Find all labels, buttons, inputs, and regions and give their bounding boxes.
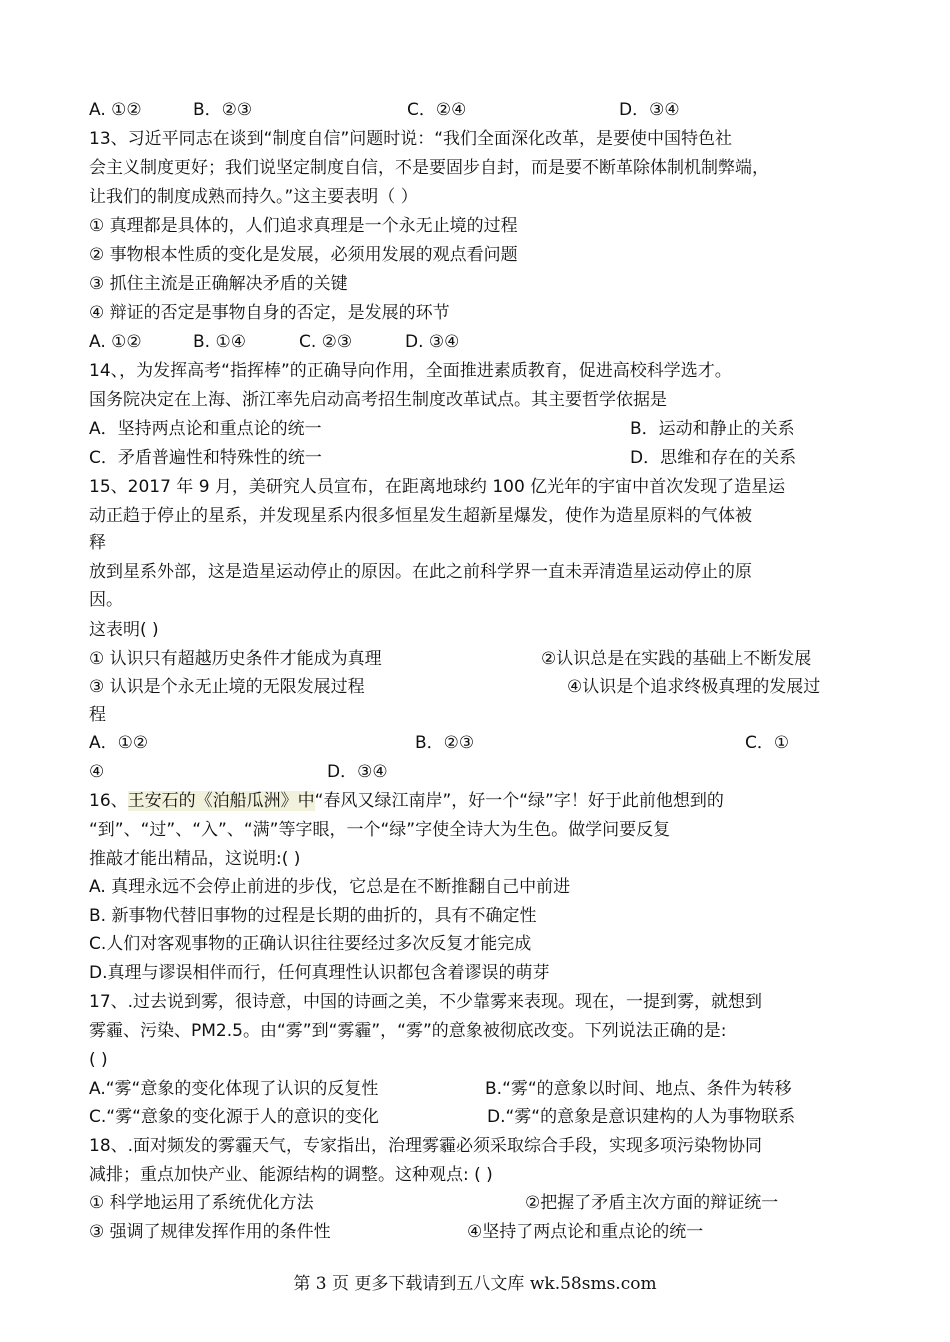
q15-stem-line: 释 [89, 533, 106, 553]
q15-option-d: D．③④ [327, 762, 388, 782]
q16-stem-rest: “春风又绿江南岸”，好一个“绿”字！好于此前他想到的 [314, 791, 724, 811]
q17-stem-line: ( ) [89, 1050, 108, 1070]
q17-option-c: C.“雾“意象的变化源于人的意识的变化 [89, 1107, 379, 1127]
q18-item-3: ③ 强调了规律发挥作用的条件性 [89, 1222, 331, 1242]
q15-stem-line: 15、2017 年 9 月，美研究人员宣布，在距离地球约 100 亿光年的宇宙中首次发现了造星运 [89, 477, 786, 497]
q17-option-a: A.“雾“意象的变化体现了认识的反复性 [89, 1079, 379, 1099]
q12-option-d: D．③④ [619, 100, 680, 120]
q16-option-c: C.人们对客观事物的正确认识往往要经过多次反复才能完成 [89, 934, 532, 954]
q18-item-4: ④坚持了两点论和重点论的统一 [467, 1222, 704, 1242]
q15-stem-line: 因。 [89, 590, 123, 610]
q15-option-c: C．① [745, 733, 790, 753]
q15-item-2: ②认识总是在实践的基础上不断发展 [541, 649, 812, 669]
q18-stem-line: 减排；重点加快产业、能源结构的调整。这种观点: ( ) [89, 1165, 493, 1185]
q14-option-d: D．思维和存在的关系 [630, 448, 797, 468]
q18-item-2: ②把握了矛盾主次方面的辩证统一 [525, 1193, 779, 1213]
q16-option-b: B. 新事物代替旧事物的过程是长期的曲折的，具有不确定性 [89, 906, 537, 926]
q13-option-d: D. ③④ [405, 332, 460, 352]
q15-item-1: ① 认识只有超越历史条件才能成为真理 [89, 649, 382, 669]
q18-item-1: ① 科学地运用了系统优化方法 [89, 1193, 314, 1213]
q16-stem-line: 推敲才能出精品，这说明:( ) [89, 849, 301, 869]
q12-option-c: C．②④ [407, 100, 467, 120]
q13-option-b: B. ①④ [193, 332, 246, 352]
q12-option-b: B．②③ [193, 100, 253, 120]
q13-option-c: C. ②③ [299, 332, 353, 352]
q13-item: ④ 辩证的否定是事物自身的否定，是发展的环节 [89, 303, 450, 323]
q15-stem-line: 放到星系外部，这是造星运动停止的原因。在此之前科学界一直未弄清造星运动停止的原 [89, 562, 752, 582]
q15-option-a: A．①② [89, 733, 149, 753]
q16-option-a: A. 真理永远不会停止前进的步伐，它总是在不断推翻自己中前进 [89, 877, 571, 897]
q14-option-c: C．矛盾普遍性和特殊性的统一 [89, 448, 322, 468]
q12-option-a: A. ①② [89, 100, 142, 120]
q14-option-a: A．坚持两点论和重点论的统一 [89, 419, 322, 439]
q18-stem-line: 18、.面对频发的雾霾天气，专家指出，治理雾霾必须采取综合手段，实现多项污染物协同 [89, 1136, 763, 1156]
q13-stem-line: 让我们的制度成熟而持久。”这主要表明（ ） [89, 187, 418, 207]
q16-option-d: D.真理与谬误相伴而行，任何真理性认识都包含着谬误的萌芽 [89, 963, 550, 983]
q17-option-d: D.“雾“的意象是意识建构的人为事物联系 [487, 1107, 796, 1127]
q16-stem-line: “到”、“过”、“入”、“满”等字眼，一个“绿”字使全诗大为生色。做学问要反复 [89, 820, 671, 840]
q14-stem-line: 国务院决定在上海、浙江率先启动高考招生制度改革试点。其主要哲学依据是 [89, 390, 667, 410]
q14-option-b: B．运动和静止的关系 [630, 419, 795, 439]
q15-item-4: ④认识是个追求终极真理的发展过 [567, 677, 821, 697]
q16-highlighted-text: 王安石的《泊船瓜洲》中 [127, 791, 315, 811]
q15-option-c-cont: ④ [89, 762, 105, 782]
q16-stem-line [89, 787, 724, 815]
q13-item: ③ 抓住主流是正确解决矛盾的关键 [89, 274, 348, 294]
q15-item-3: ③ 认识是个永无止境的无限发展过程 [89, 677, 365, 697]
q13-item: ② 事物根本性质的变化是发展，必须用发展的观点看问题 [89, 245, 518, 265]
q15-stem-line: 这表明( ) [89, 620, 159, 640]
q17-stem-line: 17、.过去说到雾，很诗意，中国的诗画之美，不少靠雾来表现。现在，一提到雾，就想到 [89, 992, 763, 1012]
q15-option-b: B．②③ [415, 733, 475, 753]
q15-item-4-cont: 程 [89, 705, 106, 725]
q17-option-b: B.“雾“的意象以时间、地点、条件为转移 [485, 1079, 792, 1099]
q13-stem-line: 会主义制度更好；我们说坚定制度自信，不是要固步自封，而是要不断革除体制机制弊端， [89, 158, 769, 178]
q15-stem-line: 动正趋于停止的星系，并发现星系内很多恒星发生超新星爆发，使作为造星原料的气体被 [89, 506, 752, 526]
q13-option-a: A. ①② [89, 332, 142, 352]
q14-stem-line: 14、，为发挥高考“指挥棒”的正确导向作用，全面推进素质教育，促进高校科学选才。 [89, 361, 732, 381]
q16-number: 16、 [89, 791, 128, 811]
q17-stem-line: 雾霾、污染、PM2.5。由“雾”到“雾霾”，“雾”的意象被彻底改变。下列说法正确的是: [89, 1021, 727, 1041]
page-footer: 第 3 页 更多下载请到五八文库 wk.58sms.com [293, 1274, 657, 1294]
q13-stem-line: 13、习近平同志在谈到“制度自信”问题时说：“我们全面深化改革，是要使中国特色社 [89, 129, 733, 149]
q13-item: ① 真理都是具体的，人们追求真理是一个永无止境的过程 [89, 216, 518, 236]
